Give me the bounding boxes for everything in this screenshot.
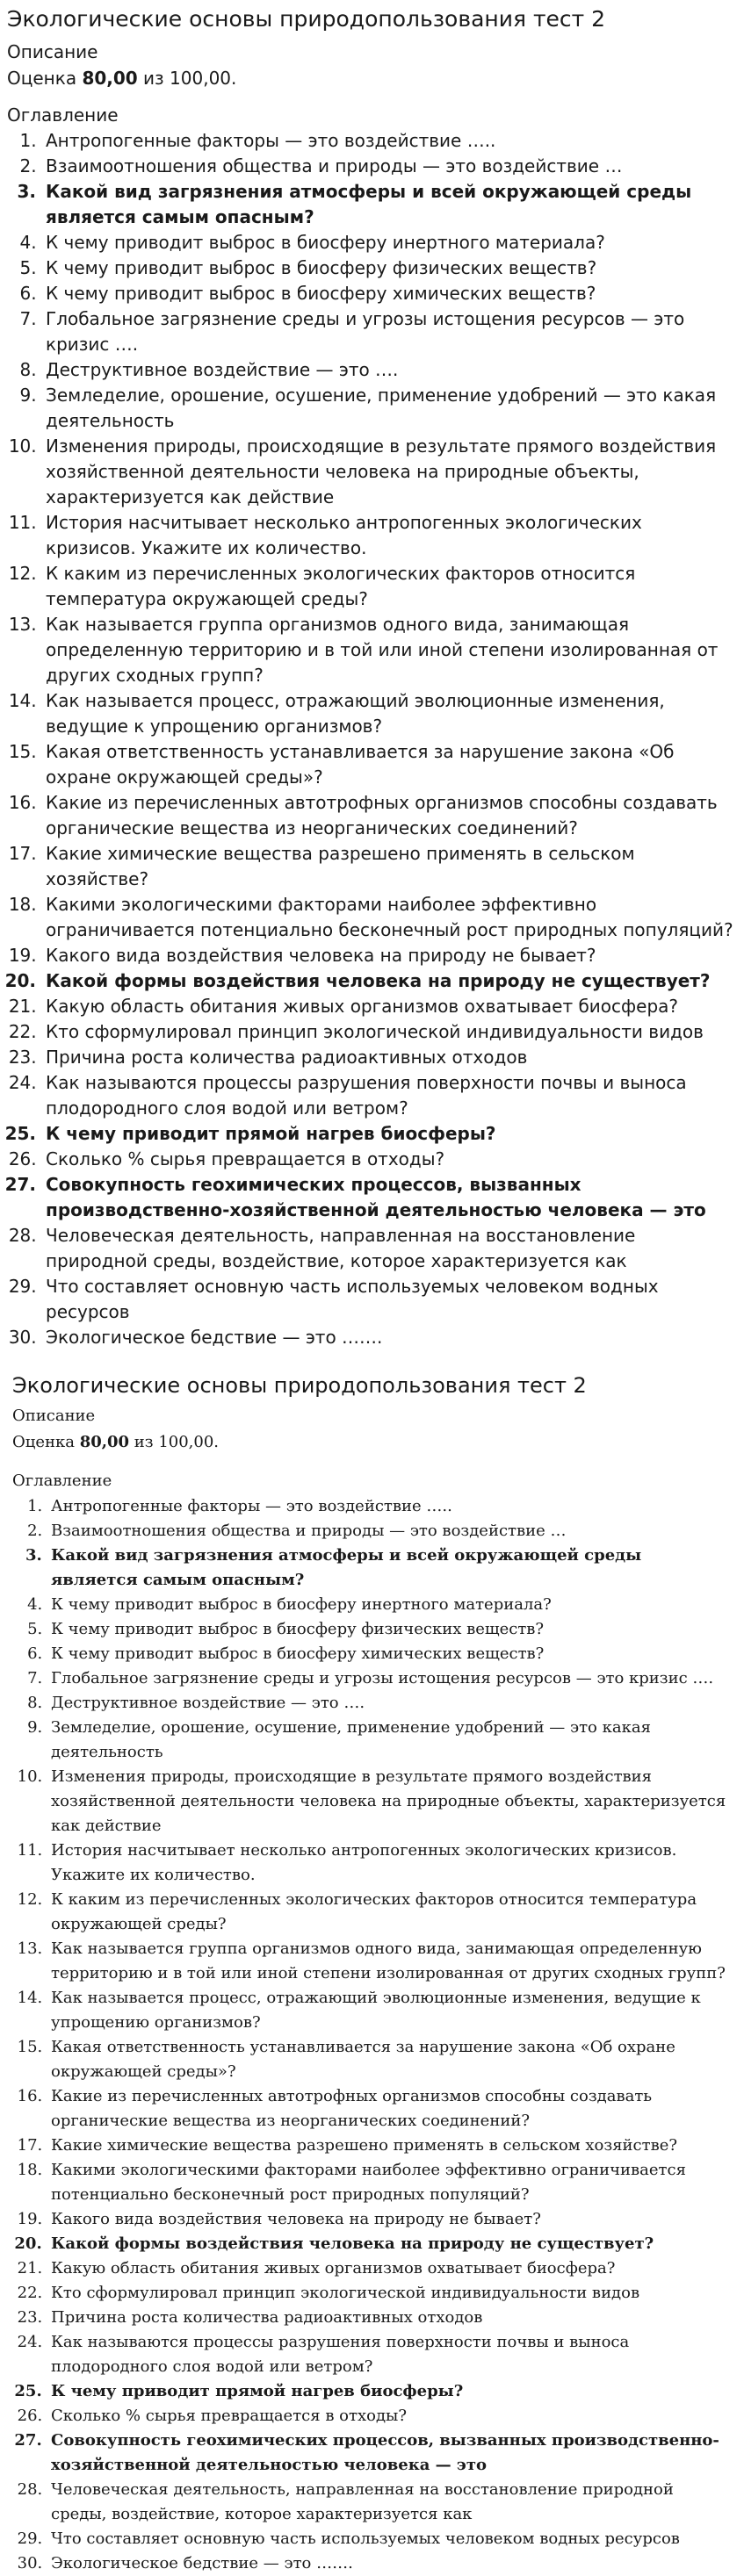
toc-item[interactable]: 7. Глобальное загрязнение среды и угрозы истощения ресурсов — это кризис …. xyxy=(47,1666,732,1691)
toc-item[interactable]: 30. Экологическое бедствие — это ……. xyxy=(42,1325,737,1350)
toc-item[interactable]: 18. Какими экологическими факторами наиболее эффективно ограничивается потенциально бесконечный рост природных популяций? xyxy=(47,2158,732,2207)
toc-item[interactable]: 10. Изменения природы, происходящие в результате прямого воздействия хозяйственной деятельности человека на природные объекты, характеризуется как действие xyxy=(47,1765,732,1838)
toc-item[interactable]: 11. История насчитывает несколько антропогенных экологических кризисов. Укажите их количество. xyxy=(47,1838,732,1888)
toc-item[interactable]: 21. Какую область обитания живых организмов охватывает биосфера? xyxy=(42,994,737,1019)
toc-item[interactable]: 25. К чему приводит прямой нагрев биосферы? xyxy=(47,2379,732,2404)
toc-item[interactable]: 27. Совокупность геохимических процессов, вызванных производственно-хозяйственной деятельностью человека — это xyxy=(42,1172,737,1223)
grade-prefix: Оценка xyxy=(7,68,83,89)
toc-item[interactable]: 30. Экологическое бедствие — это ……. xyxy=(47,2551,732,2576)
toc-list-duplicate xyxy=(12,1494,732,2576)
toc-item[interactable]: 14. Как называется процесс, отражающий эволюционные изменения, ведущие к упрощению организмов? xyxy=(42,688,737,739)
toc-item[interactable]: 29. Что составляет основную часть используемых человеком водных ресурсов xyxy=(47,2527,732,2551)
toc-item[interactable]: 26. Сколько % сырья превращается в отходы? xyxy=(47,2404,732,2428)
toc-item[interactable]: 13. Как называется группа организмов одного вида, занимающая определенную территорию и в той или иной степени изолированная от других сходных групп? xyxy=(47,1937,732,1986)
toc-item[interactable]: 15. Какая ответственность устанавливается за нарушение закона «Об охране окружающей среды»? xyxy=(42,739,737,790)
toc-item[interactable]: 24. Как называются процессы разрушения поверхности почвы и выноса плодородного слоя водой или ветром? xyxy=(42,1070,737,1121)
toc-item[interactable]: 26. Сколько % сырья превращается в отходы? xyxy=(42,1147,737,1172)
page-title: Экологические основы природопользования тест 2 xyxy=(7,6,606,32)
page-title-duplicate: Экологические основы природопользования тест 2 xyxy=(12,1373,587,1398)
toc-item[interactable]: 6. К чему приводит выброс в биосферу химических веществ? xyxy=(47,1642,732,1666)
toc-item[interactable]: 7. Глобальное загрязнение среды и угрозы истощения ресурсов — это кризис …. xyxy=(42,306,737,357)
toc-item[interactable]: 1. Антропогенные факторы — это воздействие ….. xyxy=(47,1494,732,1519)
toc-label: Оглавление xyxy=(7,104,119,126)
toc-item[interactable]: 23. Причина роста количества радиоактивных отходов xyxy=(47,2306,732,2330)
toc-item[interactable]: 19. Какого вида воздействия человека на природу не бывает? xyxy=(42,943,737,968)
toc-item[interactable]: 27. Совокупность геохимических процессов, вызванных производственно-хозяйственной деятельностью человека — это xyxy=(47,2428,732,2478)
toc-item[interactable]: 8. Деструктивное воздействие — это …. xyxy=(42,357,737,383)
grade-suffix: из 100,00. xyxy=(129,1433,220,1451)
toc-item[interactable]: 8. Деструктивное воздействие — это …. xyxy=(47,1691,732,1716)
toc-item[interactable]: 17. Какие химические вещества разрешено применять в сельском хозяйстве? xyxy=(42,841,737,892)
toc-item[interactable]: 28. Человеческая деятельность, направленная на восстановление природной среды, воздействие, которое характеризуется как xyxy=(47,2478,732,2527)
toc-item[interactable]: 9. Земледелие, орошение, осушение, применение удобрений — это какая деятельность xyxy=(42,383,737,434)
toc-item[interactable]: 29. Что составляет основную часть используемых человеком водных ресурсов xyxy=(42,1274,737,1325)
toc-item[interactable]: 23. Причина роста количества радиоактивных отходов xyxy=(42,1045,737,1070)
toc-item[interactable]: 22. Кто сформулировал принцип экологической индивидуальности видов xyxy=(47,2281,732,2306)
toc-item[interactable]: 16. Какие из перечисленных автотрофных организмов способны создавать органические вещества из неорганических соединений? xyxy=(42,790,737,841)
toc-item[interactable]: 1. Антропогенные факторы — это воздействие ….. xyxy=(42,128,737,154)
toc-item[interactable]: 3. Какой вид загрязнения атмосферы и всей окружающей среды является самым опасным? xyxy=(42,179,737,230)
toc-item[interactable]: 3. Какой вид загрязнения атмосферы и всей окружающей среды является самым опасным? xyxy=(47,1543,732,1593)
toc-item[interactable]: 9. Земледелие, орошение, осушение, применение удобрений — это какая деятельность xyxy=(47,1716,732,1765)
toc-item[interactable]: 28. Человеческая деятельность, направленная на восстановление природной среды, воздействие, которое характеризуется как xyxy=(42,1223,737,1274)
document-section-serif xyxy=(0,1350,744,2576)
toc-item[interactable]: 4. К чему приводит выброс в биосферу инертного материала? xyxy=(47,1593,732,1617)
description-label: Описание xyxy=(7,41,98,62)
toc-item[interactable]: 2. Взаимоотношения общества и природы — это воздействие … xyxy=(47,1519,732,1543)
toc-item[interactable]: 12. К каким из перечисленных экологических факторов относится температура окружающей среды? xyxy=(42,561,737,612)
toc-item[interactable]: 12. К каким из перечисленных экологических факторов относится температура окружающей среды? xyxy=(47,1888,732,1937)
toc-item[interactable]: 17. Какие химические вещества разрешено применять в сельском хозяйстве? xyxy=(47,2133,732,2158)
toc-item[interactable]: 5. К чему приводит выброс в биосферу физических веществ? xyxy=(47,1617,732,1642)
toc-label-duplicate: Оглавление xyxy=(12,1471,112,1490)
toc-item[interactable]: 19. Какого вида воздействия человека на природу не бывает? xyxy=(47,2207,732,2232)
toc-item[interactable]: 11. История насчитывает несколько антропогенных экологических кризисов. Укажите их количество. xyxy=(42,510,737,561)
toc-item[interactable]: 20. Какой формы воздействия человека на природу не существует? xyxy=(42,968,737,994)
toc-item[interactable]: 2. Взаимоотношения общества и природы — это воздействие … xyxy=(42,154,737,179)
toc-list xyxy=(7,128,737,1350)
toc-item[interactable]: 22. Кто сформулировал принцип экологической индивидуальности видов xyxy=(42,1019,737,1045)
grade-line-duplicate xyxy=(12,1429,732,1456)
toc-item[interactable]: 21. Какую область обитания живых организмов охватывает биосфера? xyxy=(47,2256,732,2281)
grade-suffix: из 100,00. xyxy=(137,68,237,89)
toc-item[interactable]: 13. Как называется группа организмов одного вида, занимающая определенную территорию и в той или иной степени изолированная от других сходных групп? xyxy=(42,612,737,688)
toc-item[interactable]: 10. Изменения природы, происходящие в результате прямого воздействия хозяйственной деятельности человека на природные объекты, характеризуется как действие xyxy=(42,434,737,510)
toc-item[interactable]: 5. К чему приводит выброс в биосферу физических веществ? xyxy=(42,255,737,281)
toc-item[interactable]: 15. Какая ответственность устанавливается за нарушение закона «Об охране окружающей среды»? xyxy=(47,2035,732,2084)
grade-value: 80,00 xyxy=(82,68,138,89)
grade-value: 80,00 xyxy=(79,1433,130,1451)
toc-item[interactable]: 16. Какие из перечисленных автотрофных организмов способны создавать органические вещества из неорганических соединений? xyxy=(47,2084,732,2133)
description-label-duplicate: Описание xyxy=(12,1407,96,1425)
grade-prefix: Оценка xyxy=(12,1433,80,1451)
toc-item[interactable]: 4. К чему приводит выброс в биосферу инертного материала? xyxy=(42,230,737,255)
toc-item[interactable]: 14. Как называется процесс, отражающий эволюционные изменения, ведущие к упрощению организмов? xyxy=(47,1986,732,2035)
toc-item[interactable]: 18. Какими экологическими факторами наиболее эффективно ограничивается потенциально бесконечный рост природных популяций? xyxy=(42,892,737,943)
toc-item[interactable]: 20. Какой формы воздействия человека на природу не существует? xyxy=(47,2232,732,2256)
toc-item[interactable]: 25. К чему приводит прямой нагрев биосферы? xyxy=(42,1121,737,1147)
toc-item[interactable]: 24. Как называются процессы разрушения поверхности почвы и выноса плодородного слоя водой или ветром? xyxy=(47,2330,732,2379)
toc-item[interactable]: 6. К чему приводит выброс в биосферу химических веществ? xyxy=(42,281,737,306)
grade-line xyxy=(7,65,737,91)
